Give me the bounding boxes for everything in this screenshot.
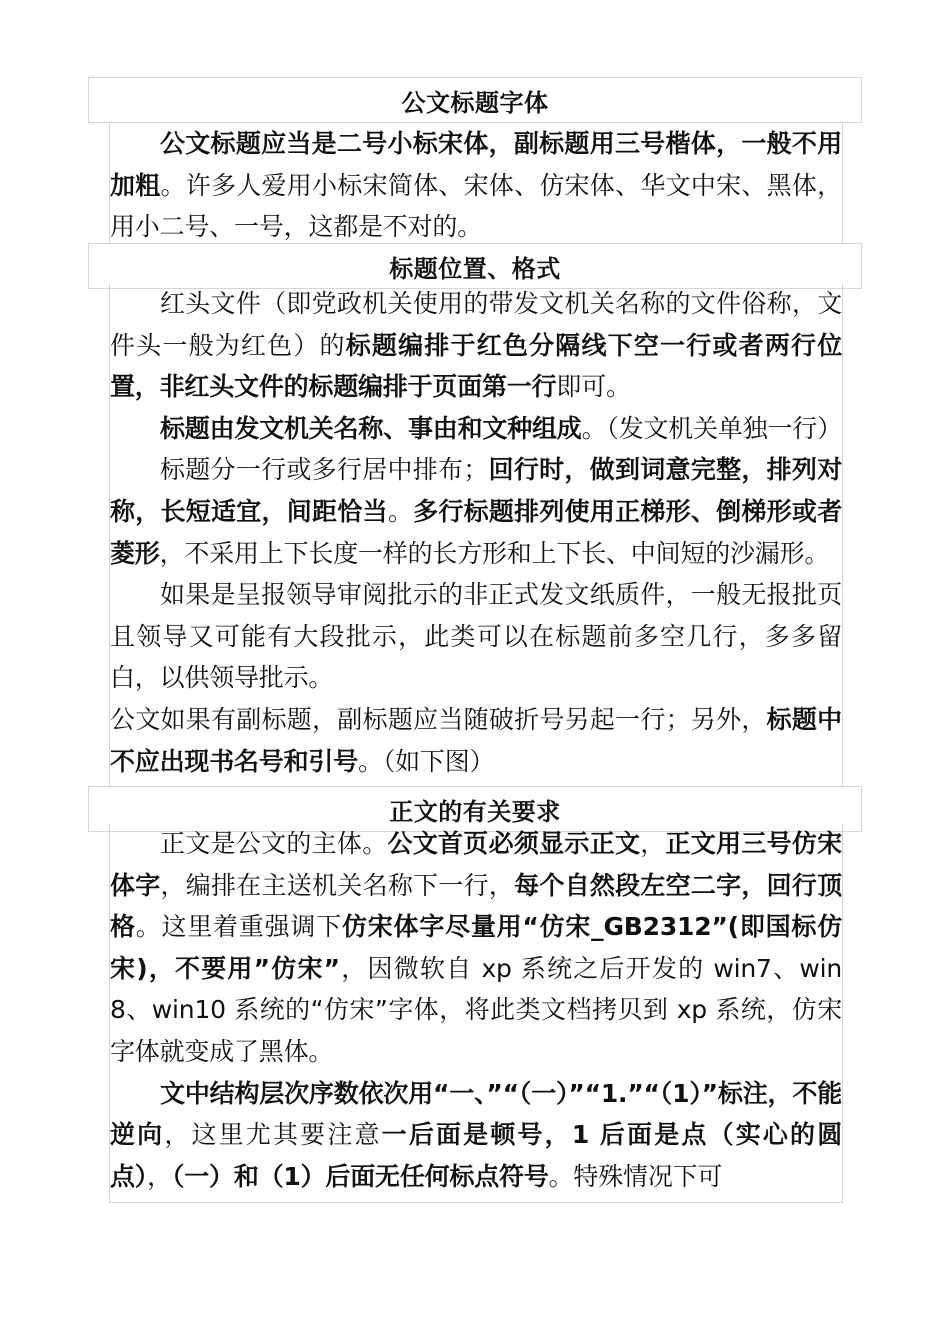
text-run: 标题分一行或多行居中排布； (160, 455, 489, 485)
text-run: 。许多人爱用小标宋简体、宋体、仿宋体、华文中宋、黑体，用小二号、一号，这都是不对的。 (110, 170, 842, 242)
paragraph (110, 823, 842, 1073)
bold-run: 文中结构层次序数依次用“一、”“（一）”“1.”“（1）”标注，不能逆向 (110, 1078, 842, 1150)
bold-run: 仿宋体字尽量用“仿宋_GB2312”(即国标仿宋)，不要用”仿宋” (110, 912, 843, 983)
bold-run: （一）和（1）后面无任何标点符号 (171, 1161, 549, 1191)
bold-run: 每个自然段左空二字，回行顶格 (110, 870, 842, 942)
section-heading-text: 公文标题字体 (401, 88, 549, 117)
text-run: ，不采用上下长度一样的长方形和上下长、中间短的沙漏形。 (159, 538, 830, 568)
text-run: ， (640, 829, 666, 858)
paragraph (110, 1073, 842, 1198)
bold-run: 公文首页必须显示正文 (387, 829, 641, 858)
bold-run: 公文标题应当是二号小标宋体，副标题用三号楷体，一般不用加粗 (110, 129, 842, 200)
paragraph (110, 574, 842, 699)
bold-run: 一后面是顿号，1 后面是点（实心的圆点） (110, 1120, 842, 1191)
paragraph (110, 449, 842, 574)
section-heading-text: 标题位置、格式 (389, 254, 561, 283)
bold-run: 标题由发文机关名称、事由和文种组成 (160, 413, 582, 443)
paragraph (110, 699, 842, 782)
section-heading-text: 正文的有关要求 (389, 797, 561, 826)
text-run: 。（如下图） (358, 746, 495, 776)
bold-run: 标题编排于红色分隔线下空一行或者两行位置，非红头文件的标题编排于页面第一行 (110, 330, 842, 402)
text-run: 。特殊情况下可 (548, 1161, 723, 1191)
bold-run: 标题中不应出现书名号和引号 (110, 704, 842, 776)
text-run: ，这里尤其要注意 (164, 1120, 382, 1150)
text-run: 。 (387, 496, 414, 526)
section-body (109, 823, 843, 1203)
section-body (109, 283, 843, 788)
text-run: 正文是公文的主体。 (160, 829, 388, 858)
bold-run: 正文用三号仿宋体字 (110, 829, 842, 900)
text-run: 。（发文机关单独一行） (581, 413, 842, 443)
section-body (109, 123, 843, 249)
paragraph (110, 283, 842, 408)
text-run: 即可。 (556, 372, 631, 402)
text-run: ，因微软自 xp 系统之后开发的 win7、win8、win10 系统的“仿宋”字体，将此类文档拷贝到 xp 系统，仿宋字体就变成了黑体。 (110, 953, 843, 1066)
paragraph (110, 123, 842, 248)
text-run: ，编排在主送机关名称下一行， (160, 870, 515, 900)
text-run: 。这里着重强调下 (135, 912, 342, 942)
section-heading (88, 77, 862, 123)
text-run: 红头文件（即党政机关使用的带发文机关名称的文件俗称，文件头一般为红色）的 (110, 289, 842, 360)
text-run: ， (147, 1161, 172, 1191)
paragraph (110, 408, 842, 450)
bold-run: 回行时，做到词意完整，排列对称，长短适宜，间距恰当 (110, 455, 842, 526)
text-run: 公文如果有副标题，副标题应当随破折号另起一行；另外， (110, 704, 767, 734)
bold-run: 多行标题排列使用正梯形、倒梯形或者菱形 (110, 496, 842, 568)
text-run: 如果是呈报领导审阅批示的非正式发文纸质件，一般无报批页且领导又可能有大段批示，此类可以在标题前多空几行，多多留白，以供领导批示。 (110, 580, 842, 693)
